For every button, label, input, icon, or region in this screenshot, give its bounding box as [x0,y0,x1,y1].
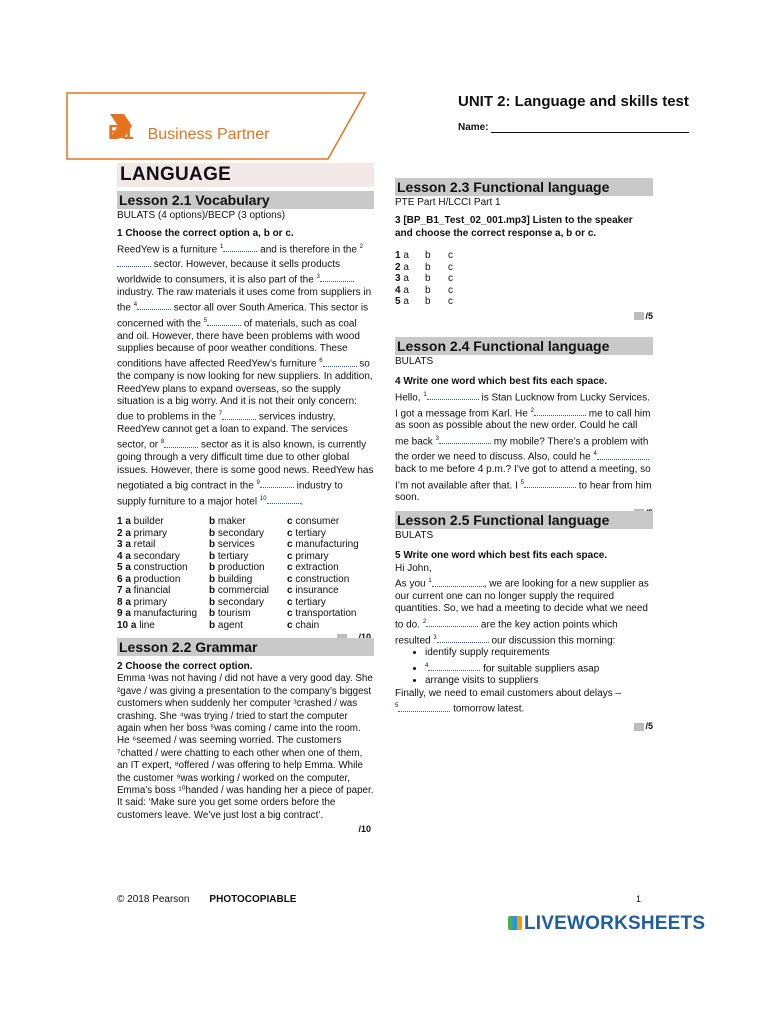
option-choice[interactable]: c tertiary [287,596,326,608]
answer-choice[interactable]: c [448,250,453,262]
question-3-instruction: 3 [BP_B1_Test_02_001.mp3] Listen to the speaker and choose the correct response a, b or c. [395,215,633,239]
list-item: • $^4$ for suitable suppliers asap [425,660,653,676]
question-2-instruction: 2 Choose the correct option. [117,661,253,672]
answer-blank-1[interactable] [432,577,484,587]
blank-number: 3 [316,273,320,280]
question-5-paragraph: As you $^1$ , we are looking for a new supplier as our current one can no longer supply the required quantities. So, we had a meeting to decide what we need to do. $^2$ are the key action points which resulted $^3$ our discussion this morning: [395,578,652,646]
lesson-2-2 [117,638,377,835]
answer-blank-3[interactable] [320,272,354,282]
option-choice[interactable]: 1 a builder [117,516,164,528]
answer-blank-5[interactable] [524,478,576,488]
score-q3: /5 [395,311,653,321]
lesson-2-4-subtitle: BULATS [395,356,434,367]
blank-number: 5 [395,703,399,710]
answer-choice[interactable]: 1 a [395,250,409,262]
photocopiable-label: PHOTOCOPIABLE [209,894,297,905]
blank-number: 8 [160,439,165,446]
answer-blank-7[interactable] [222,410,256,420]
footer [117,894,296,905]
answer-blank-4[interactable] [597,450,649,460]
email-closing: Finally, we need to email customers about delays – [395,687,622,699]
unit-title: UNIT 2: Language and skills test [458,93,689,110]
question-3-answer-rows [395,250,653,308]
answer-choice[interactable]: c [448,261,453,273]
answer-blank-3[interactable] [437,633,489,643]
liveworksheets-logo: LIVEWORKSHEETS [508,913,705,935]
answer-choice[interactable]: b [425,273,431,285]
option-row [117,539,367,551]
option-choice[interactable]: 9 a manufacturing [117,608,198,620]
score-q2: /10 [358,824,371,835]
logo [108,122,269,145]
blank-number: 9 [256,480,260,487]
blank-number: 5 [203,317,208,324]
name-input-line[interactable] [491,122,689,133]
option-choice[interactable]: c insurance [287,585,339,597]
blank-number: 1 [220,243,224,250]
blank-number: 4 [425,662,429,669]
blank-number: 3 [433,634,437,641]
answer-blank-3[interactable] [439,434,491,444]
name-label: Name: [458,122,489,133]
option-choice[interactable]: 8 a primary [117,596,168,608]
question-1-instruction: 1 Choose the correct option a, b or c. [117,228,294,240]
blank-number: 7 [218,411,223,418]
question-1-options [117,516,367,631]
option-row [117,574,367,586]
answer-blank-9[interactable] [260,478,294,488]
list-item: • identify supply requirements [425,647,653,659]
lesson-2-3 [395,178,653,321]
question-5-instruction: 5 Write one word which best fits each space. [395,550,608,562]
option-choice[interactable]: 2 a primary [117,527,168,539]
answer-blank-6[interactable] [323,357,357,367]
lesson-2-5-subtitle: BULATS [395,530,434,541]
blank-number: 1 [428,578,432,585]
question-4-instruction: 4 Write one word which best fits each space. [395,376,608,388]
option-choice[interactable]: c extraction [287,562,339,574]
blank-number: 3 [435,435,439,442]
option-choice[interactable]: 10 a line [117,619,155,631]
blank-number: 1 [423,391,427,398]
answer-blank-4[interactable] [428,661,480,671]
answer-blank-2[interactable] [534,406,586,416]
option-choice[interactable]: c consumer [287,516,340,528]
answer-choice[interactable]: 4 a [395,284,409,296]
answer-choice[interactable]: 2 a [395,261,409,273]
logo-b1: B1 [108,122,134,144]
blank-number: 4 [133,302,138,309]
answer-blank-1[interactable] [223,242,257,252]
option-row [117,528,367,540]
question-1-text: ReedYew is a furniture $^1$ and is therefore in the $^2$ sector. However, because it sells products worldwide to consumers, it is also part of the $^3$ industry. The raw materials it uses come from suppliers in the $^4$ sector all over South America. This sector is concerned with the $^5$ of materials, such as coal and oil. However, there have been problems with wood supplies because of poor weather conditions. These conditions have affected ReedYew’s furniture $^6$ so the company is now looking for new suppliers. In addition, ReedYew plans to expand overseas, so the supply situation is a big worry. And it is not their only concern: due to problems in the $^7$ services industry, ReedYew cannot get a loan to expand. The services sector, or $^8$ sector as it is also known, is currently going through a very difficult time due to other global issues. However, there is some good news. ReedYew has negotiated a big contract in the $^9$ industry to supply furniture to a major hotel $^{10}$ . [117,243,377,508]
blank-number: 2 [422,618,427,625]
lesson-2-1 [117,191,377,642]
name-field[interactable] [458,122,689,133]
blank-number: 4 [593,451,597,458]
option-row [117,562,367,574]
answer-choice[interactable]: c [448,284,453,296]
lesson-2-2-title: Lesson 2.2 Grammar [117,638,374,656]
option-choice[interactable]: b services [209,539,255,551]
answer-choice[interactable]: c [448,296,453,308]
score-q5: /5 [395,721,653,731]
option-choice[interactable]: b tourism [209,608,251,620]
option-choice[interactable]: b maker [209,516,246,528]
lesson-2-1-subtitle: BULATS (4 options)/BECP (3 options) [117,210,286,221]
answer-choice[interactable]: c [448,273,453,285]
email-greeting: Hi John, [395,562,432,574]
answer-blank-2[interactable] [117,257,151,267]
option-choice[interactable]: b secondary [209,596,265,608]
answer-choice[interactable]: 5 a [395,296,409,308]
option-choice[interactable]: c construction [287,573,350,585]
blank-number: 2 [359,243,364,250]
list-item: • arrange visits to suppliers [425,675,653,687]
option-choice[interactable]: c tertiary [287,527,326,539]
option-choice[interactable]: c primary [287,550,329,562]
liveworksheets-icon [508,916,522,930]
answer-choice[interactable]: b [425,296,431,308]
option-choice[interactable]: b production [209,562,265,574]
option-row [117,551,367,563]
email-closing-line: $^5$ tomorrow latest. [395,703,525,715]
option-choice[interactable]: c chain [287,619,320,631]
option-row [117,516,367,528]
option-row [117,620,367,632]
answer-blank-10[interactable] [267,494,301,504]
answer-row [395,250,653,262]
option-choice[interactable]: b secondary [209,527,265,539]
logo-text: Business Partner [147,126,270,143]
score-box[interactable] [634,312,644,320]
answer-blank-8[interactable] [164,438,198,448]
option-choice[interactable]: 5 a construction [117,562,188,574]
option-row [117,608,367,620]
score-box[interactable] [634,723,644,731]
blank-number: 2 [530,407,534,414]
option-choice[interactable]: c manufacturing [287,539,359,551]
answer-blank-2[interactable] [426,617,478,627]
option-choice[interactable]: 3 a retail [117,539,156,551]
question-2-text: Emma ¹was not having / did not have a very good day. She ²gave / was giving a presentation to the company’s biggest customers when suddenly her computer ³crashed / was crashing. She ⁴was trying / tried to start the computer again when her boss ⁵was coming / came into the room. He ⁶seemed / was seeming worried. The customers ⁷chatted / were chatting to each other when one of them, an IT expert, ⁸offered / was offering to help Emma. While the customer ⁹was working / worked on the computer, Emma’s boss ¹⁰handed / was handing her a piece of paper. It said: ‘Make sure you get some orders before the customers leave. We’ve just lost a big contract’. [117,673,377,821]
answer-choice[interactable]: b [425,250,431,262]
answer-choice[interactable]: b [425,284,431,296]
answer-blank-4[interactable] [137,300,171,310]
answer-choice[interactable]: 3 a [395,273,409,285]
lesson-2-1-title: Lesson 2.1 Vocabulary [117,191,374,209]
option-choice[interactable]: b building [209,573,253,585]
lesson-2-4 [395,337,653,518]
answer-row [395,262,653,274]
answer-choice[interactable]: b [425,261,431,273]
copyright: © 2018 Pearson [117,894,190,905]
option-choice[interactable]: b commercial [209,585,270,597]
answer-blank-5[interactable] [207,316,241,326]
option-choice[interactable]: 6 a production [117,573,181,585]
answer-row [395,273,653,285]
lesson-2-3-title: Lesson 2.3 Functional language [395,178,653,196]
lesson-2-5-title: Lesson 2.5 Functional language [395,511,653,529]
lesson-2-3-subtitle: PTE Part H/LCCI Part 1 [395,197,501,208]
blank-number: 10 [259,495,267,502]
option-choice[interactable]: b tertiary [209,550,249,562]
option-choice[interactable]: b agent [209,619,243,631]
language-title: LANGUAGE [120,164,232,185]
answer-row [395,296,653,308]
answer-blank-5[interactable] [398,702,450,712]
lesson-2-4-title: Lesson 2.4 Functional language [395,337,653,355]
action-points-list [395,647,653,688]
option-choice[interactable]: 4 a secondary [117,550,180,562]
question-4-text: Hello, $^1$ is Stan Lucknow from Lucky Services. I got a message from Karl. He $^2$ me to call him as soon as possible about the new order. Could he call me back $^3$ my mobile? There’s a problem with the order we need to discuss. Also, could he $^4$ back to me before 4 p.m.? I’ve got to attend a meeting, so I’m not available after that. I $^5$ to hear from him soon. [395,391,655,504]
blank-number: 5 [520,479,524,486]
answer-blank-1[interactable] [427,390,479,400]
lesson-2-5 [395,511,653,731]
option-row [117,585,367,597]
blank-number: 6 [319,358,323,365]
answer-row [395,285,653,297]
option-choice[interactable]: c transportation [287,608,357,620]
option-choice[interactable]: 7 a financial [117,585,171,597]
option-row [117,597,367,609]
page-number: 1 [636,894,642,904]
